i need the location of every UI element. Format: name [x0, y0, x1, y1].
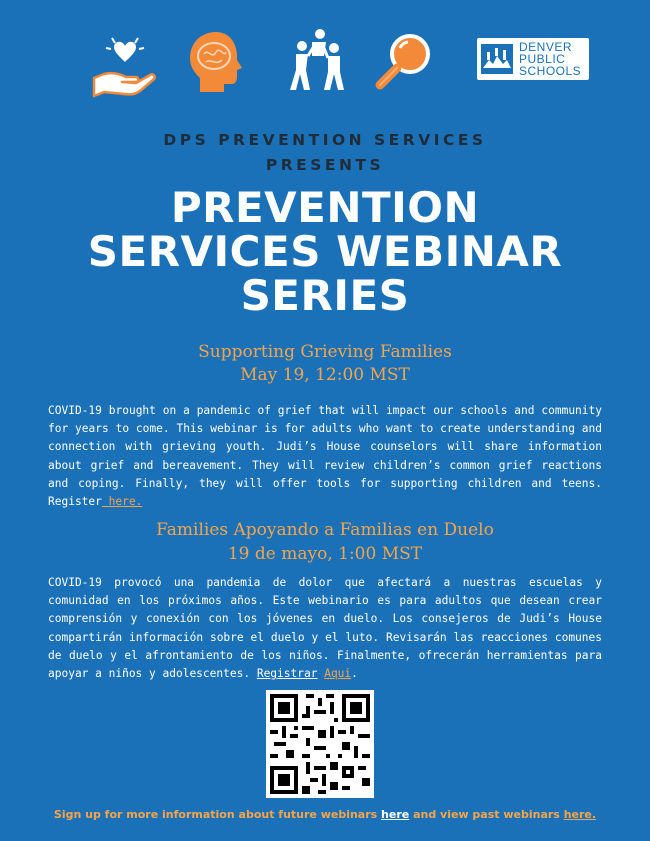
- presenter-line-2: PRESENTS: [265, 156, 385, 174]
- english-date: May 19, 12:00 MST: [240, 365, 410, 385]
- footer: [0, 808, 650, 821]
- spanish-title: Families Apoyando a Familias en Duelo: [156, 520, 494, 540]
- magnifier-icon: [374, 32, 434, 92]
- children-playing-icon: [290, 28, 346, 94]
- page-title: [0, 183, 650, 320]
- heart-hand-icon: [90, 34, 160, 100]
- dps-logo: [477, 38, 589, 80]
- spanish-aqui-link[interactable]: Aqui: [324, 667, 352, 681]
- spanish-body: [48, 574, 602, 683]
- english-title: Supporting Grieving Families: [198, 342, 452, 362]
- title-line-3: SERIES: [240, 271, 410, 320]
- future-webinars-link[interactable]: here: [381, 808, 410, 821]
- spanish-text: COVID-19 provocó una pandemia de dolor que afectará a nuestras escuelas y comunidad en los próximos años. Este webinario es para adultos que desean crear comprensión y conexión con los jóvenes en duelo. Los consejeros de Judi’s House compartirán información sobre el duelo y el luto. Revisarán las reacciones comunes de duelo y el afrontamiento de los niños. Finalmente, ofrecerán herramientas para apoyar a niños y adolescentes.: [48, 576, 602, 681]
- logo-line-1: DENVER: [519, 40, 573, 54]
- logo-line-3: SCHOOLS: [519, 64, 582, 78]
- footer-text-2: and view past webinars: [413, 808, 560, 821]
- spanish-link-end: .: [351, 667, 358, 681]
- title-line-2: SERVICES WEBINAR: [87, 227, 563, 276]
- english-heading: [0, 341, 650, 387]
- presenter-line-1: DPS PREVENTION SERVICES: [163, 131, 487, 149]
- english-register-link[interactable]: here.: [101, 495, 143, 509]
- spanish-date: 19 de mayo, 1:00 MST: [227, 544, 423, 564]
- past-webinars-link[interactable]: here.: [563, 808, 597, 821]
- english-body: [48, 402, 602, 511]
- skyline-mark-icon: [477, 38, 517, 80]
- footer-text-1: Sign up for more information about future webinars: [53, 808, 378, 821]
- logo-line-2: PUBLIC: [519, 52, 566, 66]
- spanish-heading: [0, 519, 650, 566]
- spanish-register-link[interactable]: Registrar: [256, 667, 318, 681]
- title-line-1: PREVENTION: [170, 183, 480, 232]
- brain-head-icon: [186, 30, 244, 94]
- presenter: [0, 128, 650, 178]
- english-text: COVID-19 brought on a pandemic of grief that will impact our schools and community for years to come. This webinar is for adults who want to create understanding and connection with grieving youth. Judi’s House counselors will share information about grief and bereavement. They will review children’s common grief reactions and coping. Finally, they will offer tools for supporting children and teens. Register: [48, 404, 602, 509]
- qr-code[interactable]: [266, 690, 374, 798]
